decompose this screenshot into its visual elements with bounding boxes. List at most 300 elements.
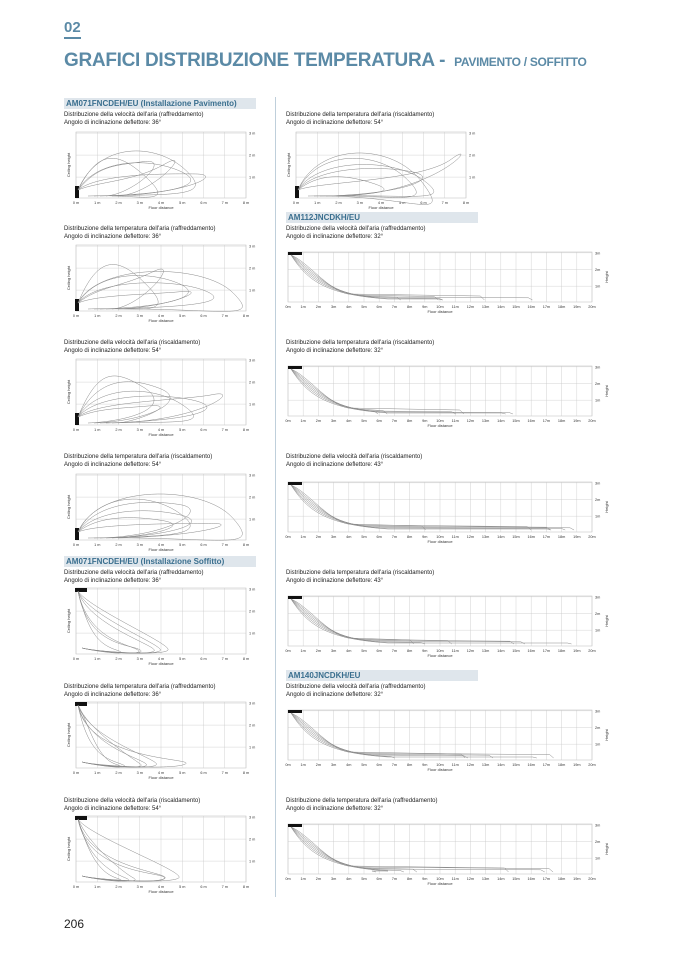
contour-line — [291, 255, 442, 300]
x-tick-label: 5 m — [179, 314, 186, 318]
x-tick-label: 10m — [436, 763, 444, 767]
y-axis-label: Ceiling height — [66, 265, 71, 291]
caption-line-2: Angolo di inclinazione deflettore: 32° — [286, 805, 384, 812]
contour-line — [78, 264, 158, 309]
x-tick-label: 7 m — [221, 428, 228, 432]
y-tick-label: 1 m — [249, 402, 256, 407]
contour-line — [291, 369, 387, 414]
x-tick-label: 9m — [422, 535, 428, 539]
contour-line — [291, 713, 537, 758]
indoor-unit-icon — [75, 413, 79, 425]
x-tick-label: 9m — [422, 305, 428, 309]
x-tick-label: 17m — [542, 305, 551, 309]
x-tick-label: 13m — [481, 535, 490, 539]
panel-caption — [64, 340, 200, 355]
caption-line-2: Angolo di inclinazione deflettore: 54° — [286, 119, 384, 126]
caption-line-2: Angolo di inclinazione deflettore: 36° — [64, 691, 162, 698]
x-tick-label: 12m — [466, 877, 475, 881]
x-axis-label: Floor distance — [427, 767, 453, 772]
y-axis-label: Ceiling height — [66, 722, 71, 748]
x-tick-label: 14m — [497, 535, 505, 539]
contour-line — [291, 485, 426, 530]
x-tick-label: 7 m — [221, 885, 228, 889]
x-tick-label: 3 m — [136, 201, 143, 205]
x-axis-label: Floor distance — [427, 309, 453, 314]
distribution-chart — [284, 362, 614, 430]
contour-line — [78, 819, 129, 881]
x-tick-label: 20m — [588, 877, 596, 881]
x-tick-label: 15m — [512, 535, 520, 539]
panel-caption — [64, 226, 215, 241]
x-tick-label: 4m — [346, 419, 352, 423]
y-axis-label: Height — [604, 271, 609, 283]
x-tick-label: 8 m — [242, 428, 250, 432]
caption-line-2: Angolo di inclinazione deflettore: 32° — [286, 233, 384, 240]
caption-line-2: Angolo di inclinazione deflettore: 36° — [64, 233, 162, 240]
x-tick-label: 0m — [285, 419, 291, 423]
panel-caption — [286, 684, 425, 699]
section-number: 02 — [64, 20, 81, 39]
y-tick-label: 3 m — [249, 473, 256, 478]
caption-line-1: Distribuzione della velocità dell'aria (raffreddamento) — [64, 112, 204, 118]
model-band-soffitto: AM071FNCDEH/EU (Installazione Soffitto) — [64, 556, 256, 567]
x-tick-label: 10m — [436, 877, 444, 881]
caption-line-1: Distribuzione della temperatura dell'aria (riscaldamento) — [286, 570, 435, 576]
contour-line — [291, 369, 506, 414]
x-tick-label: 13m — [481, 305, 490, 309]
distribution-chart — [66, 241, 266, 325]
x-tick-label: 0 m — [72, 771, 80, 775]
x-tick-label: 2 m — [115, 657, 122, 661]
x-tick-label: 6m — [376, 305, 382, 309]
x-tick-label: 4 m — [157, 314, 165, 318]
x-tick-label: 8 m — [242, 543, 250, 547]
y-tick-label: 2m — [595, 268, 601, 272]
indoor-unit-icon — [295, 186, 299, 198]
y-tick-label: 1m — [595, 856, 601, 861]
x-tick-label: 11m — [451, 877, 459, 881]
x-tick-label: 8m — [406, 763, 413, 767]
contour-line — [78, 499, 190, 538]
indoor-unit-icon — [75, 299, 79, 311]
x-tick-label: 6m — [376, 649, 382, 653]
caption-line-1: Distribuzione della temperatura dell'aria (riscaldamento) — [286, 112, 435, 118]
panel-caption — [64, 798, 200, 813]
x-tick-label: 1 m — [94, 314, 101, 318]
x-tick-label: 13m — [481, 649, 490, 653]
x-tick-label: 13m — [481, 419, 490, 423]
x-tick-label: 9m — [422, 877, 428, 881]
x-tick-label: 4m — [346, 649, 352, 653]
contour-line — [291, 369, 464, 414]
x-tick-label: 8m — [406, 649, 413, 653]
y-tick-label: 2 m — [469, 153, 476, 158]
x-tick-label: 6 m — [200, 428, 207, 432]
y-tick-label: 1m — [595, 284, 601, 289]
contour-line — [78, 161, 154, 196]
y-axis-label: Height — [604, 843, 609, 855]
x-tick-label: 1 m — [94, 543, 101, 547]
x-tick-label: 8 m — [242, 657, 250, 661]
y-tick-label: 1 m — [249, 859, 256, 864]
y-axis-label: Height — [604, 615, 609, 627]
caption-line-1: Distribuzione della velocità dell'aria (raffreddamento) — [286, 226, 426, 232]
x-axis-label: Floor distance — [427, 881, 453, 886]
x-tick-label: 2 m — [335, 201, 342, 205]
x-tick-label: 0 m — [72, 885, 80, 889]
x-axis-label: Floor distance — [148, 889, 174, 894]
indoor-unit-icon — [288, 710, 302, 713]
x-tick-label: 13m — [481, 763, 490, 767]
contour-line — [291, 599, 414, 644]
x-tick-label: 17m — [542, 419, 551, 423]
panel-caption — [286, 112, 434, 127]
distribution-chart — [66, 355, 266, 439]
x-tick-label: 5m — [361, 305, 367, 309]
y-tick-label: 1 m — [249, 745, 256, 750]
contour-line — [298, 153, 432, 205]
y-tick-label: 2 m — [249, 837, 256, 842]
x-tick-label: 7 m — [221, 657, 228, 661]
caption-line-1: Distribuzione della temperatura dell'aria (riscaldamento) — [64, 454, 213, 460]
caption-line-2: Angolo di inclinazione deflettore: 43° — [286, 461, 384, 468]
contour-line — [291, 713, 554, 758]
contour-line — [291, 827, 388, 872]
x-tick-label: 5 m — [179, 885, 186, 889]
contour-line — [78, 160, 175, 196]
x-tick-label: 17m — [542, 763, 551, 767]
contour-line — [291, 599, 525, 644]
x-tick-label: 6m — [376, 877, 382, 881]
x-tick-label: 4 m — [157, 201, 165, 205]
x-tick-label: 16m — [527, 419, 535, 423]
x-tick-label: 8 m — [462, 201, 470, 205]
caption-line-1: Distribuzione della velocità dell'aria (riscaldamento) — [64, 340, 201, 346]
contour-line — [291, 485, 551, 530]
x-axis-label: Floor distance — [368, 205, 394, 210]
y-tick-label: 3m — [595, 709, 601, 714]
y-tick-label: 3 m — [249, 587, 256, 592]
distribution-chart — [66, 812, 266, 896]
contour-line — [291, 599, 425, 644]
x-tick-label: 18m — [557, 763, 566, 767]
y-tick-label: 2 m — [249, 495, 256, 500]
x-tick-label: 19m — [573, 649, 581, 653]
distribution-chart — [66, 698, 266, 782]
panel-caption — [64, 112, 203, 127]
caption-line-1: Distribuzione della temperatura dell'aria (riscaldamento) — [286, 340, 435, 346]
x-tick-label: 1m — [300, 649, 306, 653]
x-tick-label: 5m — [361, 419, 367, 423]
caption-line-2: Angolo di inclinazione deflettore: 32° — [286, 691, 384, 698]
x-tick-label: 10m — [436, 419, 444, 423]
x-tick-label: 6 m — [200, 657, 207, 661]
distribution-chart — [284, 820, 614, 888]
x-tick-label: 4 m — [377, 201, 385, 205]
distribution-chart — [66, 584, 266, 668]
x-tick-label: 6m — [376, 419, 382, 423]
x-tick-label: 7m — [391, 763, 398, 767]
distribution-chart — [286, 128, 486, 212]
contour-line — [291, 255, 443, 300]
y-tick-label: 1m — [595, 628, 601, 633]
x-axis-label: Floor distance — [148, 205, 174, 210]
x-tick-label: 0 m — [72, 314, 80, 318]
x-tick-label: 1 m — [314, 201, 321, 205]
y-tick-label: 2m — [595, 612, 601, 616]
x-tick-label: 7 m — [441, 201, 448, 205]
y-tick-label: 2 m — [249, 723, 256, 728]
caption-line-2: Angolo di inclinazione deflettore: 36° — [64, 577, 162, 584]
x-axis-label: Floor distance — [148, 432, 174, 437]
x-tick-label: 1 m — [94, 885, 101, 889]
x-tick-label: 11m — [451, 649, 459, 653]
y-tick-label: 3 m — [249, 244, 256, 249]
contour-line — [291, 827, 545, 872]
panel-caption — [286, 454, 422, 469]
y-tick-label: 3m — [595, 481, 601, 486]
caption-line-1: Distribuzione della temperatura dell'aria (raffreddamento) — [64, 684, 216, 690]
x-tick-label: 1 m — [94, 428, 101, 432]
y-axis-label: Ceiling height — [66, 494, 71, 520]
x-axis-label: Floor distance — [148, 547, 174, 552]
x-tick-label: 6 m — [200, 314, 207, 318]
x-tick-label: 3 m — [136, 428, 143, 432]
x-tick-label: 17m — [542, 649, 551, 653]
x-axis-label: Floor distance — [148, 661, 174, 666]
x-tick-label: 0m — [285, 763, 291, 767]
y-tick-label: 2m — [595, 498, 601, 502]
x-tick-label: 4 m — [157, 657, 165, 661]
x-tick-label: 10m — [436, 535, 444, 539]
x-tick-label: 12m — [466, 763, 475, 767]
x-tick-label: 6 m — [200, 201, 207, 205]
x-tick-label: 4m — [346, 877, 352, 881]
x-tick-label: 15m — [512, 763, 520, 767]
contour-line — [291, 485, 565, 530]
x-tick-label: 12m — [466, 419, 475, 423]
x-tick-label: 9m — [422, 763, 428, 767]
contour-line — [291, 255, 484, 300]
x-tick-label: 18m — [557, 649, 566, 653]
contour-line — [78, 382, 170, 423]
contour-line — [291, 827, 404, 872]
x-tick-label: 18m — [557, 419, 566, 423]
contour-line — [78, 705, 125, 767]
indoor-unit-icon — [75, 528, 79, 540]
y-tick-label: 1 m — [249, 175, 256, 180]
x-tick-label: 7m — [391, 419, 398, 423]
x-tick-label: 9m — [422, 649, 428, 653]
x-tick-label: 3 m — [136, 657, 143, 661]
x-axis-label: Floor distance — [148, 775, 174, 780]
x-tick-label: 11m — [451, 419, 459, 423]
caption-line-1: Distribuzione della velocità dell'aria (raffreddamento) — [64, 570, 204, 576]
caption-line-2: Angolo di inclinazione deflettore: 43° — [286, 577, 384, 584]
distribution-chart — [66, 470, 266, 554]
x-tick-label: 15m — [512, 419, 520, 423]
x-tick-label: 19m — [573, 535, 581, 539]
x-tick-label: 18m — [557, 877, 566, 881]
x-tick-label: 8m — [406, 305, 413, 309]
contour-line — [78, 591, 154, 653]
page-title-sub: PAVIMENTO / SOFFITTO — [454, 55, 587, 69]
contour-line — [78, 283, 214, 309]
y-axis-label: Ceiling height — [66, 608, 71, 634]
indoor-unit-icon — [288, 596, 302, 599]
y-tick-label: 3 m — [249, 701, 256, 706]
caption-line-2: Angolo di inclinazione deflettore: 54° — [64, 461, 162, 468]
x-tick-label: 19m — [573, 419, 581, 423]
y-axis-label: Height — [604, 729, 609, 741]
x-tick-label: 2m — [315, 877, 322, 881]
x-tick-label: 7 m — [221, 771, 228, 775]
indoor-unit-icon — [288, 824, 302, 827]
x-tick-label: 20m — [588, 305, 596, 309]
x-tick-label: 3m — [330, 763, 337, 767]
x-tick-label: 2m — [315, 305, 322, 309]
x-tick-label: 1 m — [94, 771, 101, 775]
x-tick-label: 17m — [542, 877, 551, 881]
x-tick-label: 18m — [557, 305, 566, 309]
x-tick-label: 20m — [588, 649, 596, 653]
x-tick-label: 3m — [330, 649, 337, 653]
contour-line — [78, 291, 191, 309]
x-tick-label: 4 m — [157, 885, 165, 889]
x-tick-label: 11m — [451, 535, 459, 539]
distribution-chart — [284, 478, 614, 546]
indoor-unit-icon — [288, 252, 302, 255]
x-tick-label: 9m — [422, 419, 428, 423]
x-tick-label: 0m — [285, 649, 291, 653]
contour-line — [78, 819, 135, 881]
x-axis-label: Floor distance — [427, 423, 453, 428]
x-tick-label: 8m — [406, 877, 413, 881]
indoor-unit-icon — [288, 366, 302, 369]
x-tick-label: 18m — [557, 535, 566, 539]
x-tick-label: 13m — [481, 877, 490, 881]
y-tick-label: 1m — [595, 742, 601, 747]
y-tick-label: 1 m — [249, 288, 256, 293]
x-tick-label: 5m — [361, 763, 367, 767]
contour-line — [291, 599, 514, 644]
x-tick-label: 4 m — [157, 543, 165, 547]
x-tick-label: 2 m — [115, 428, 122, 432]
x-tick-label: 4 m — [157, 428, 165, 432]
x-tick-label: 0 m — [72, 543, 80, 547]
x-tick-label: 0m — [285, 877, 291, 881]
indoor-unit-icon — [75, 702, 87, 706]
x-tick-label: 0m — [285, 305, 291, 309]
x-tick-label: 7m — [391, 649, 398, 653]
contour-line — [78, 819, 179, 881]
x-tick-label: 0 m — [72, 657, 80, 661]
x-tick-label: 5 m — [179, 657, 186, 661]
x-tick-label: 1m — [300, 305, 306, 309]
contour-line — [291, 713, 493, 758]
x-tick-label: 14m — [497, 877, 505, 881]
panel-caption — [286, 798, 437, 813]
x-tick-label: 8 m — [242, 314, 250, 318]
x-tick-label: 6 m — [200, 885, 207, 889]
y-tick-label: 3m — [595, 823, 601, 828]
panel-caption — [286, 340, 434, 355]
page-title — [64, 50, 587, 72]
distribution-chart — [66, 128, 266, 212]
contour-line — [78, 705, 156, 767]
contour-line — [291, 369, 513, 414]
x-tick-label: 6m — [376, 763, 382, 767]
caption-line-2: Angolo di inclinazione deflettore: 54° — [64, 805, 162, 812]
caption-line-2: Angolo di inclinazione deflettore: 32° — [286, 347, 384, 354]
contour-line — [291, 485, 551, 530]
x-tick-label: 2 m — [115, 543, 122, 547]
y-tick-label: 3m — [595, 365, 601, 370]
x-tick-label: 6 m — [420, 201, 427, 205]
y-tick-label: 1m — [595, 398, 601, 403]
x-tick-label: 19m — [573, 763, 581, 767]
x-tick-label: 5m — [361, 877, 367, 881]
contour-line — [291, 255, 532, 300]
x-tick-label: 10m — [436, 305, 444, 309]
x-tick-label: 5 m — [179, 428, 186, 432]
x-tick-label: 15m — [512, 877, 520, 881]
panel-caption — [64, 684, 215, 699]
x-tick-label: 3 m — [136, 885, 143, 889]
x-tick-label: 3 m — [136, 771, 143, 775]
x-tick-label: 3m — [330, 419, 337, 423]
y-tick-label: 3 m — [249, 815, 256, 820]
contour-line — [291, 827, 553, 872]
x-tick-label: 8m — [406, 419, 413, 423]
x-tick-label: 14m — [497, 419, 505, 423]
x-tick-label: 16m — [527, 535, 535, 539]
x-tick-label: 4 m — [157, 771, 165, 775]
x-tick-label: 7m — [391, 305, 398, 309]
x-tick-label: 8 m — [242, 885, 250, 889]
y-axis-label: Ceiling height — [286, 152, 291, 178]
x-tick-label: 16m — [527, 305, 535, 309]
contour-line — [291, 369, 378, 414]
x-tick-label: 1 m — [94, 201, 101, 205]
contour-line — [291, 485, 531, 530]
indoor-unit-icon — [75, 588, 87, 592]
x-tick-label: 4m — [346, 305, 352, 309]
caption-line-1: Distribuzione della velocità dell'aria (raffreddamento) — [286, 684, 426, 690]
y-tick-label: 1 m — [249, 631, 256, 636]
x-tick-label: 20m — [588, 763, 596, 767]
x-tick-label: 2 m — [115, 314, 122, 318]
y-tick-label: 3m — [595, 595, 601, 600]
indoor-unit-icon — [75, 816, 87, 820]
contour-line — [78, 705, 186, 767]
x-tick-label: 1m — [300, 419, 306, 423]
x-tick-label: 16m — [527, 649, 535, 653]
y-axis-label: Height — [604, 385, 609, 397]
y-tick-label: 1m — [595, 514, 601, 519]
x-tick-label: 1m — [300, 535, 306, 539]
y-axis-label: Ceiling height — [66, 152, 71, 178]
y-tick-label: 3 m — [249, 131, 256, 136]
x-tick-label: 1 m — [94, 657, 101, 661]
caption-line-1: Distribuzione della temperatura dell'aria (raffreddamento) — [286, 798, 438, 804]
x-tick-label: 0m — [285, 535, 291, 539]
x-tick-label: 7m — [391, 535, 398, 539]
x-tick-label: 20m — [588, 419, 596, 423]
contour-line — [78, 591, 139, 653]
x-tick-label: 16m — [527, 877, 535, 881]
y-axis-label: Ceiling height — [66, 836, 71, 862]
